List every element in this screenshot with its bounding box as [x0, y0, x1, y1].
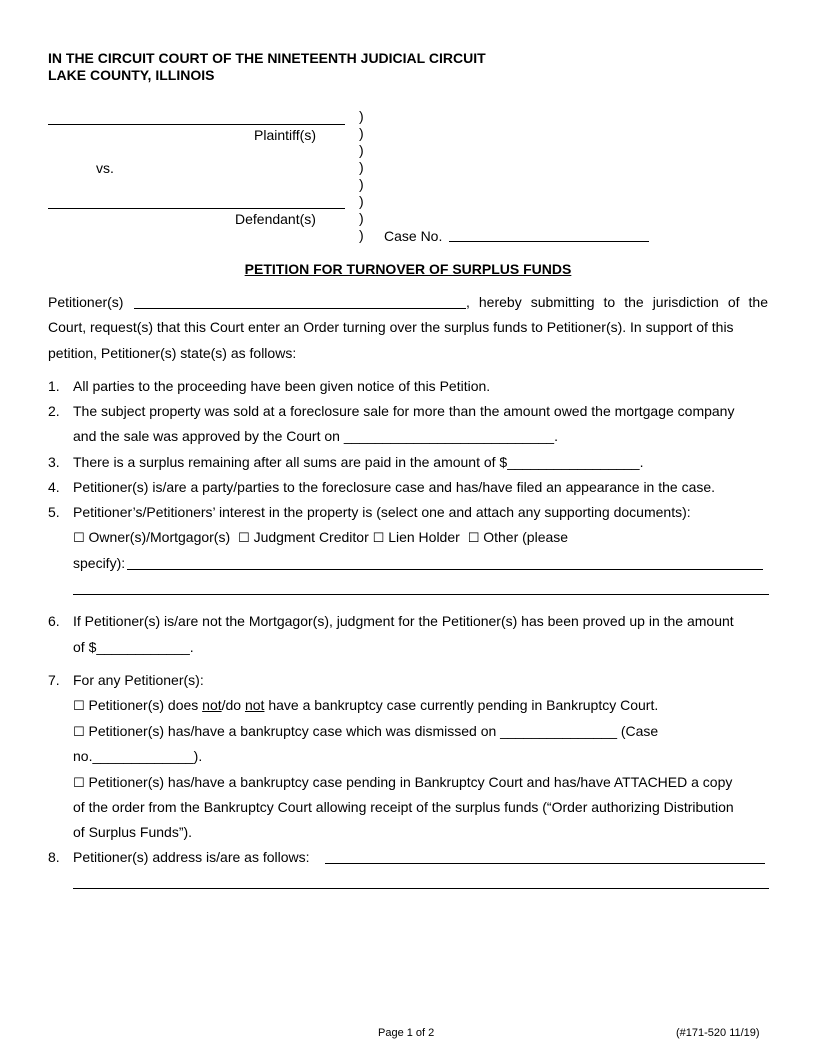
caption-paren: ) [359, 108, 364, 124]
petitioner-label: Petitioner(s) [48, 294, 124, 310]
intro-line2: Court, request(s) that this Court enter an Order turning over the surplus funds to Petitioner(s). In support of this [48, 319, 734, 335]
address-field-line1[interactable] [325, 863, 765, 864]
intro-line1-rest: , hereby submitting to the jurisdiction of the [466, 294, 768, 310]
bankruptcy-option-1-post: have a bankruptcy case currently pending in Bankruptcy Court. [264, 697, 659, 713]
plaintiff-label: Plaintiff(s) [254, 127, 316, 143]
item-number: 7. [48, 672, 60, 688]
owner-option-label: Owner(s)/Mortgagor(s) [88, 529, 231, 545]
vs-label: vs. [96, 160, 114, 176]
address-field-line2[interactable] [73, 888, 769, 889]
caption-paren: ) [359, 125, 364, 141]
bankruptcy-option-3-text-line3: of Surplus Funds”). [73, 824, 193, 840]
bankruptcy-option-3 [73, 774, 732, 792]
interest-options-row [73, 529, 568, 547]
item-4-text: Petitioner(s) is/are a party/parties to the foreclosure case and has/have filed an appearance in the case. [73, 479, 716, 495]
caption-paren: ) [359, 193, 364, 209]
page-number: Page 1 of 2 [378, 1027, 435, 1039]
caption-paren: ) [359, 176, 364, 192]
bankruptcy-option-1 [73, 697, 658, 715]
bankruptcy-option-3-text-line2: of the order from the Bankruptcy Court allowing receipt of the surplus funds (“Order authorizing Distribution [73, 799, 734, 815]
item-1-text: All parties to the proceeding have been given notice of this Petition. [73, 378, 491, 394]
intro-line3: petition, Petitioner(s) state(s) as follows: [48, 345, 297, 361]
item-number: 3. [48, 454, 60, 470]
item-8-text: Petitioner(s) address is/are as follows: [73, 849, 310, 865]
caption-paren: ) [359, 227, 364, 243]
court-name-line1: IN THE CIRCUIT COURT OF THE NINETEENTH JUDICIAL CIRCUIT [48, 50, 486, 66]
item-2-text-line2: and the sale was approved by the Court on ___________________________. [73, 428, 558, 444]
bankruptcy-option-1-pre: Petitioner(s) does [88, 697, 203, 713]
item-number: 5. [48, 504, 60, 520]
not-emphasis: not [244, 697, 265, 713]
item-number: 8. [48, 849, 60, 865]
specify-field-line2[interactable] [73, 594, 769, 595]
bankruptcy-option-2 [73, 723, 658, 741]
defendant-name-line[interactable] [48, 208, 345, 209]
case-no-field[interactable] [449, 241, 649, 242]
item-number: 4. [48, 479, 60, 495]
court-name-line2: LAKE COUNTY, ILLINOIS [48, 67, 215, 83]
pending-bankruptcy-checkbox[interactable]: ☐ [73, 776, 85, 791]
other-option-label: Other (please [483, 529, 569, 545]
item-number: 1. [48, 378, 60, 394]
other-checkbox[interactable]: ☐ [467, 531, 480, 546]
caption-paren: ) [359, 210, 364, 226]
item-5-text: Petitioner’s/Petitioners’ interest in the property is (select one and attach any supporting documents): [73, 504, 691, 520]
item-number: 2. [48, 403, 60, 419]
bankruptcy-option-1-mid: /do [221, 697, 245, 713]
petitioner-name-field[interactable] [134, 308, 466, 309]
item-7-text: For any Petitioner(s): [73, 672, 204, 688]
item-number: 6. [48, 613, 60, 629]
judgment-creditor-option-label: Judgment Creditor [253, 529, 369, 545]
bankruptcy-option-2-text: Petitioner(s) has/have a bankruptcy case which was dismissed on _______________ (Case [88, 723, 659, 739]
item-2-text-line1: The subject property was sold at a foreclosure sale for more than the amount owed the mortgage company [73, 403, 735, 419]
lien-holder-checkbox[interactable]: ☐ [372, 531, 385, 546]
document-title: PETITION FOR TURNOVER OF SURPLUS FUNDS [244, 261, 572, 277]
owner-checkbox[interactable]: ☐ [73, 531, 85, 546]
item-6-text-line2: of $____________. [73, 639, 194, 655]
bankruptcy-option-3-text-line1: Petitioner(s) has/have a bankruptcy case pending in Bankruptcy Court and has/have ATTACHED a copy [88, 774, 733, 790]
plaintiff-name-line[interactable] [48, 124, 345, 125]
bankruptcy-option-2-case-no: no._____________). [73, 748, 203, 764]
not-emphasis: not [202, 697, 222, 713]
specify-field-line1[interactable] [127, 569, 763, 570]
specify-label: specify): [73, 555, 126, 571]
lien-holder-option-label: Lien Holder [388, 529, 460, 545]
form-number: (#171-520 11/19) [676, 1027, 760, 1039]
judgment-creditor-checkbox[interactable]: ☐ [238, 531, 250, 546]
no-bankruptcy-checkbox[interactable]: ☐ [73, 699, 85, 714]
case-no-label: Case No. [384, 228, 443, 244]
defendant-label: Defendant(s) [235, 211, 316, 227]
item-3-text: There is a surplus remaining after all sums are paid in the amount of $_________________. [73, 454, 644, 470]
caption-paren: ) [359, 142, 364, 158]
caption-paren: ) [359, 159, 364, 175]
item-6-text-line1: If Petitioner(s) is/are not the Mortgagor(s), judgment for the Petitioner(s) has been proved up in the amount [73, 613, 734, 629]
dismissed-bankruptcy-checkbox[interactable]: ☐ [73, 725, 85, 740]
